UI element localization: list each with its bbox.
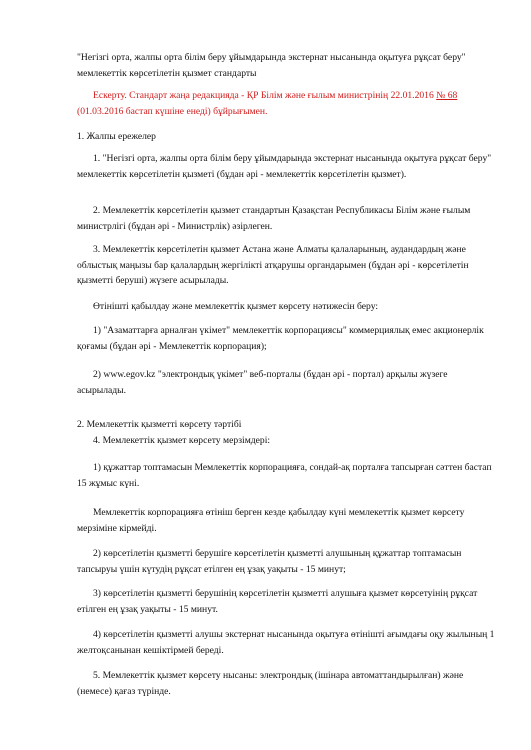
paragraph: 2. Мемлекеттік көрсетілетін қызмет стандартын Қазақстан Республикасы Білім және ғылым министрлігі (бұдан әрі - Министрлік) әзірлеген. [77, 205, 471, 232]
paragraph: 5. Мемлекеттік қызмет көрсету нысаны: электрондық (ішінара автоматтандырылған) және (немесе) қағаз түрінде. [77, 670, 464, 697]
order-link[interactable]: № 68 [436, 90, 458, 101]
amendment-note-suffix: (01.03.2016 бастап күшіне енеді) бұйрығымен. [77, 105, 268, 117]
paragraph: 2) www.egov.kz "электрондық үкімет" веб-порталы (бұдан әрі - портал) арқылы жүзеге асырылады. [77, 369, 448, 396]
paragraph: 3. Мемлекеттік көрсетілетін қызмет Астана және Алматы қалаларының, аудандардың және облыстық маңызы бар қалалардың жергілікті атқарушы органдарымен (бұдан әрі - көрсетілетін қызметті беруші) жүзеге асырылады. [77, 244, 469, 286]
paragraph: 4. Мемлекеттік қызмет көрсету мерзімдері: [93, 435, 271, 446]
amendment-note [77, 88, 497, 119]
paragraph: Мемлекеттік корпорацияға өтініш берген кезде қабылдау күні мемлекеттік қызмет көрсету мерзіміне кірмейді. [77, 507, 465, 534]
amendment-note-text: Ескерту. Стандарт жаңа редакцияда - ҚР Білім және ғылым министрінің 22.01.2016 [93, 90, 437, 101]
document-title: "Негізгі орта, жалпы орта білім беру ұйымдарында экстернат нысанында оқытуға рұқсат беру" мемлекеттік көрсетілетін қызмет стандарты [77, 52, 466, 79]
paragraph: Өтінішті қабылдау және мемлекеттік қызмет көрсету нәтижесін беру: [93, 301, 379, 312]
section-heading: 2. Мемлекеттік қызметті көрсету тәртібі [77, 419, 242, 430]
section-heading: 1. Жалпы ережелер [77, 131, 156, 142]
paragraph: 1) "Азаматтарға арналған үкімет" мемлекеттік корпорациясы" коммерциялық емес акционерлік қоғамы (бұдан әрі - Мемлекеттік корпорация); [77, 325, 484, 352]
paragraph: 4) көрсетілетін қызметті алушы экстернат нысанында оқытуға өтінішті ағымдағы оқу жылының 1 желтоқсанынан кешіктірмей береді. [77, 629, 495, 656]
paragraph: 2) көрсетілетін қызметті берушіге көрсетілетін қызметті алушының құжаттар топтамасын тапсыруы үшін күтудің рұқсат етілген ең ұзақ уақыты - 15 минут; [77, 548, 462, 575]
paragraph: 1. "Негізгі орта, жалпы орта білім беру ұйымдарында экстернат нысанында оқытуға рұқсат беру" мемлекеттік көрсетілетін қызметі (бұдан әрі - мемлекеттік көрсетілетін қызмет). [77, 153, 492, 180]
paragraph: 3) көрсетілетін қызметті берушінің көрсетілетін қызметті алушыға қызмет көрсетуінің рұқсат етілген ең ұзақ уақыты - 15 минут. [77, 588, 478, 615]
paragraph: 1) құжаттар топтамасын Мемлекеттік корпорацияға, сондай-ақ порталға тапсырған сәттен бастап 15 жұмыс күні. [77, 462, 492, 489]
